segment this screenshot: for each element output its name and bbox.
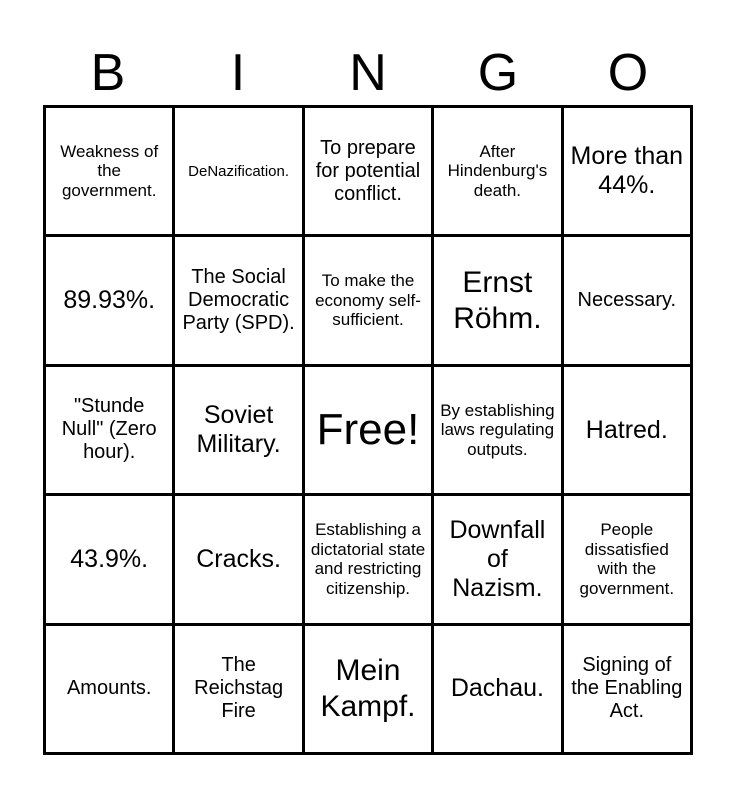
cell-text: "Stunde Null" (Zero hour). — [61, 395, 157, 464]
cell-text: To prepare for potential conflict. — [315, 136, 421, 205]
bingo-cell[interactable] — [564, 237, 690, 363]
cell-text: To make the economy self-sufficient. — [315, 271, 421, 330]
cell-text: Soviet Military. — [196, 401, 281, 458]
bingo-cell[interactable] — [175, 367, 301, 493]
bingo-cell[interactable] — [305, 237, 431, 363]
header-letter-i: I — [230, 44, 246, 102]
cell-text: After Hindenburg's death. — [447, 141, 548, 200]
bingo-cell[interactable] — [434, 237, 560, 363]
bingo-cell[interactable] — [434, 626, 560, 752]
cell-text: 43.9%. — [70, 545, 149, 574]
bingo-cell[interactable] — [46, 237, 172, 363]
free-space-label: Free! — [316, 404, 420, 454]
bingo-cell[interactable] — [564, 626, 690, 752]
bingo-header — [43, 42, 693, 104]
bingo-cell[interactable] — [175, 108, 301, 234]
bingo-cell[interactable] — [434, 367, 560, 493]
header-letter-n: N — [349, 44, 387, 102]
cell-text: Dachau. — [450, 674, 544, 703]
cell-text: Hatred. — [585, 415, 668, 444]
bingo-cell[interactable] — [46, 626, 172, 752]
cell-text: 89.93%. — [63, 286, 156, 315]
bingo-cell[interactable] — [175, 496, 301, 622]
cell-text: Signing of the Enabling Act. — [571, 654, 683, 723]
bingo-board — [43, 105, 693, 755]
cell-text: DeNazification. — [188, 162, 290, 180]
header-letter-b: B — [90, 44, 126, 102]
cell-text: Necessary. — [577, 289, 677, 312]
cell-text: Mein Kampf. — [320, 653, 416, 723]
bingo-cell[interactable] — [46, 496, 172, 622]
cell-text: By establishing laws regulating outputs. — [440, 400, 555, 459]
cell-text: Downfall of Nazism. — [449, 516, 546, 602]
cell-text: People dissatisfied with the government. — [579, 520, 675, 598]
bingo-cell[interactable] — [564, 108, 690, 234]
bingo-cell[interactable] — [46, 367, 172, 493]
bingo-cell[interactable] — [305, 626, 431, 752]
bingo-cell[interactable] — [305, 108, 431, 234]
bingo-cell[interactable] — [434, 108, 560, 234]
bingo-cell[interactable] — [564, 367, 690, 493]
cell-text: Weakness of the government. — [60, 141, 159, 200]
bingo-cell[interactable] — [564, 496, 690, 622]
cell-text: The Reichstag Fire — [194, 654, 284, 723]
cell-text: The Social Democratic Party (SPD). — [182, 266, 295, 335]
cell-text: Establishing a dictatorial state and restricting citizenship. — [310, 520, 426, 598]
bingo-cell[interactable] — [175, 626, 301, 752]
cell-text: More than 44%. — [570, 142, 684, 200]
header-letter-o: O — [607, 44, 649, 102]
cell-text: Cracks. — [196, 545, 281, 574]
bingo-cell[interactable] — [305, 496, 431, 622]
cell-text: Amounts. — [66, 677, 152, 700]
bingo-cell[interactable] — [175, 237, 301, 363]
cell-text: Ernst Röhm. — [453, 265, 542, 335]
header-letter-g: G — [477, 44, 519, 102]
bingo-cell[interactable] — [434, 496, 560, 622]
free-space-cell[interactable] — [305, 367, 431, 493]
bingo-cell[interactable] — [46, 108, 172, 234]
